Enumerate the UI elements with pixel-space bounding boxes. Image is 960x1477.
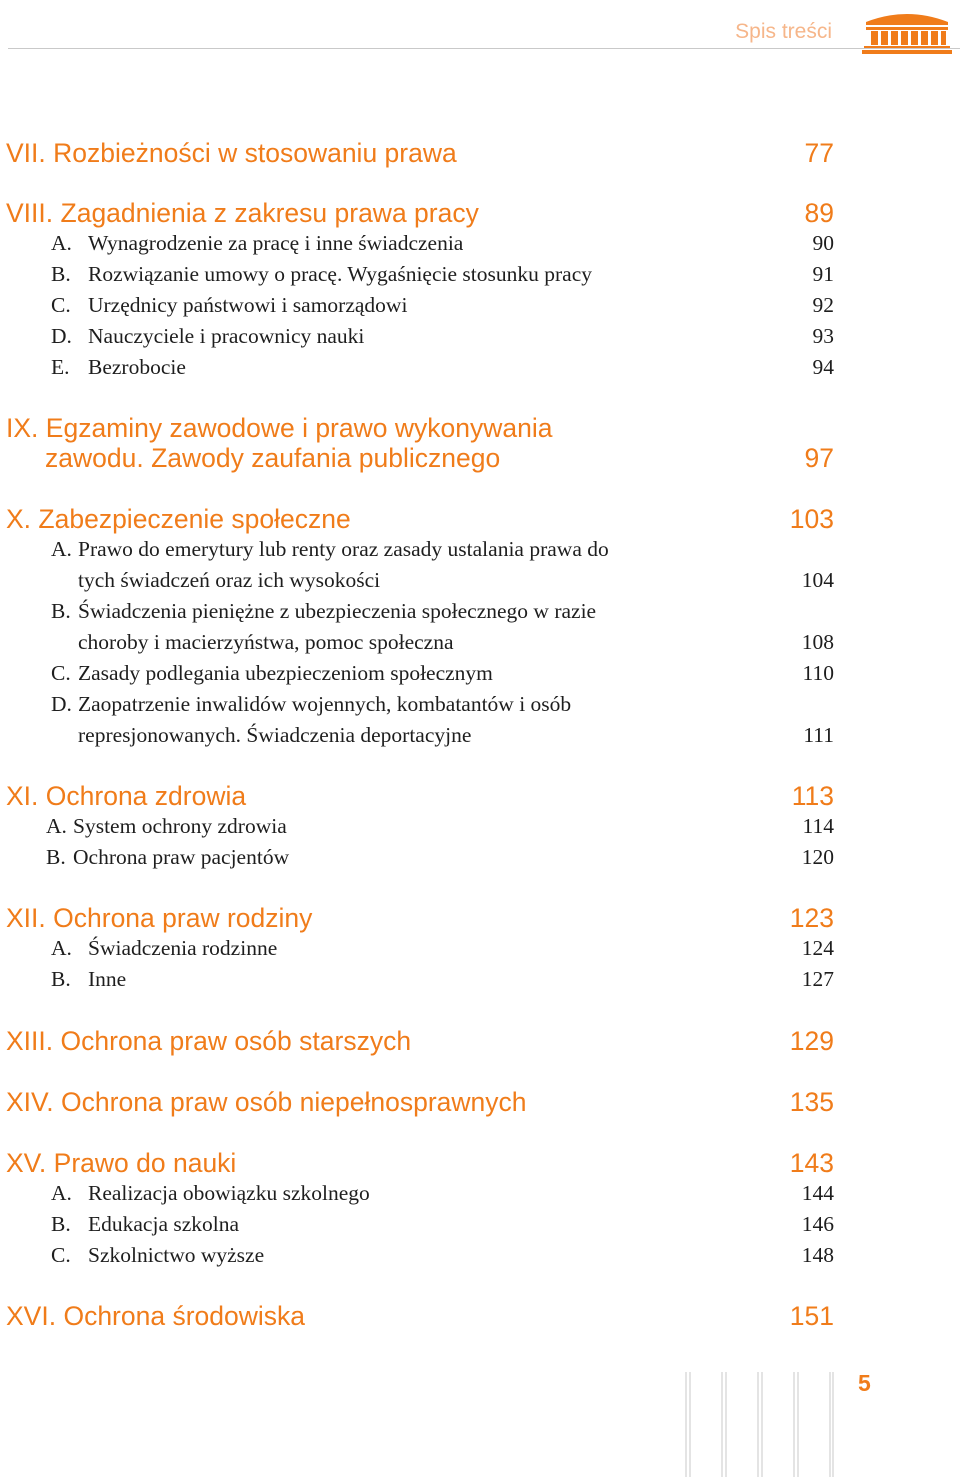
subitem-text: Świadczenia rodzinne	[88, 936, 278, 960]
chapter-title	[6, 1087, 527, 1117]
toc-subitem	[6, 534, 834, 596]
toc-subitem	[6, 933, 834, 964]
subitem-page-number: 90	[812, 231, 834, 255]
chapter-title-text: Ochrona praw osób starszych	[60, 1026, 412, 1056]
toc-subitem	[6, 290, 834, 321]
chapter-title	[6, 504, 351, 534]
subitem-title	[51, 534, 609, 596]
chapter-title-text: Egzaminy zawodowe i prawo wykonywania zawodu. Zawody zaufania publicznego	[45, 413, 553, 473]
chapter-title	[6, 138, 457, 168]
toc-chapter-block	[6, 198, 834, 383]
chapter-title	[6, 1148, 236, 1178]
chapter-page-number: 77	[804, 138, 834, 168]
subitem-letter: B.	[51, 599, 71, 623]
chapter-number: XI.	[6, 781, 39, 811]
subitem-page-number: 110	[802, 661, 834, 685]
subitem-page-number: 124	[801, 936, 834, 960]
chapter-number: IX.	[6, 413, 39, 443]
page-number: 5	[858, 1370, 871, 1396]
chapter-title	[6, 413, 552, 473]
subitem-letter: B.	[51, 262, 71, 286]
chapter-page-number: 103	[789, 504, 834, 534]
chapter-number: X.	[6, 504, 32, 534]
toc-subitem	[6, 259, 834, 290]
subitem-letter: A.	[46, 814, 67, 838]
chapter-number: XIII.	[6, 1026, 54, 1056]
subitem-title	[51, 1178, 370, 1209]
chapter-page-number: 151	[789, 1301, 834, 1331]
subitem-title	[51, 321, 364, 352]
subitem-letter: A.	[51, 936, 72, 960]
chapter-title-text: Zagadnienia z zakresu prawa pracy	[60, 198, 479, 228]
chapter-title-text: Zabezpieczenie społeczne	[38, 504, 351, 534]
chapter-title	[6, 1026, 411, 1056]
subitem-letter: B.	[51, 1212, 71, 1236]
toc-chapter	[6, 781, 834, 811]
subitem-page-number: 144	[801, 1181, 834, 1205]
subitem-page-number: 94	[812, 355, 834, 379]
chapter-number: XII.	[6, 903, 46, 933]
toc-chapter-block	[6, 138, 834, 168]
subitem-title	[51, 689, 571, 751]
toc-subitem	[6, 689, 834, 751]
toc-subitem	[6, 811, 834, 842]
subitem-letter: C.	[51, 661, 71, 685]
chapter-title-text: Ochrona praw osób niepełnosprawnych	[61, 1087, 527, 1117]
chapter-title-text: Ochrona środowiska	[63, 1301, 306, 1331]
decorative-vertical-lines	[684, 1372, 834, 1477]
chapter-page-number: 97	[804, 443, 834, 473]
toc-chapter	[6, 1301, 834, 1331]
subitem-text: System ochrony zdrowia	[73, 814, 287, 838]
subitem-letter: A.	[51, 537, 72, 561]
subitem-letter: B.	[51, 967, 71, 991]
subitem-text: Wynagrodzenie za pracę i inne świadczenia	[88, 231, 464, 255]
toc-chapter-block	[6, 413, 834, 473]
subitem-letter: D.	[51, 692, 72, 716]
toc-chapter-block	[6, 903, 834, 995]
subitem-text: Urzędnicy państwowi i samorządowi	[88, 293, 408, 317]
chapter-title-text: Rozbieżności w stosowaniu prawa	[53, 138, 457, 168]
toc-subitem	[6, 228, 834, 259]
subitem-title	[51, 290, 407, 321]
subitem-title	[51, 352, 186, 383]
subitem-text: Zasady podlegania ubezpieczeniom społecznym	[78, 661, 493, 685]
subitem-text: Prawo do emerytury lub renty oraz zasady ustalania prawa do tych świadczeń oraz ich wysokości	[78, 537, 609, 592]
chapter-number: VII.	[6, 138, 46, 168]
toc-subitem	[6, 596, 834, 658]
subitem-title	[51, 596, 596, 658]
subitem-title	[51, 228, 463, 259]
chapter-page-number: 135	[789, 1087, 834, 1117]
subitem-letter: D.	[51, 324, 72, 348]
subitem-text: Rozwiązanie umowy o pracę. Wygaśnięcie stosunku pracy	[88, 262, 592, 286]
toc-subitem	[6, 352, 834, 383]
toc-chapter-block	[6, 1148, 834, 1271]
subitem-page-number: 127	[801, 967, 834, 991]
subitem-text: Bezrobocie	[88, 355, 186, 379]
toc-chapter	[6, 198, 834, 228]
toc-subitem	[6, 1178, 834, 1209]
toc-subitem	[6, 964, 834, 995]
toc-chapter-block	[6, 781, 834, 873]
toc-chapter	[6, 413, 834, 473]
chapter-title	[6, 198, 479, 228]
toc-subitem	[6, 1240, 834, 1271]
toc-chapter-block	[6, 1301, 834, 1331]
subitem-title	[51, 259, 592, 290]
toc-chapter	[6, 138, 834, 168]
subitem-letter: A.	[51, 231, 72, 255]
chapter-number: XIV.	[6, 1087, 54, 1117]
header-title: Spis treści	[735, 20, 832, 43]
subitem-text: Szkolnictwo wyższe	[88, 1243, 265, 1267]
chapter-title-text: Ochrona praw rodziny	[53, 903, 313, 933]
subitem-page-number: 114	[802, 814, 834, 838]
chapter-page-number: 129	[789, 1026, 834, 1056]
toc-subitem	[6, 842, 834, 873]
subitem-title	[51, 1209, 239, 1240]
subitem-text: Nauczyciele i pracownicy nauki	[88, 324, 365, 348]
subitem-text: Zaopatrzenie inwalidów wojennych, kombatantów i osób represjonowanych. Świadczenia deportacyjne	[78, 692, 572, 747]
toc-chapter	[6, 1026, 834, 1056]
toc-subitem	[6, 321, 834, 352]
subitem-title	[46, 811, 287, 842]
subitem-page-number: 146	[801, 1212, 834, 1236]
chapter-number: XVI.	[6, 1301, 57, 1331]
toc-chapter	[6, 903, 834, 933]
header-divider	[8, 48, 960, 49]
chapter-page-number: 123	[789, 903, 834, 933]
subitem-page-number: 111	[803, 723, 834, 747]
subitem-text: Ochrona praw pacjentów	[73, 845, 290, 869]
subitem-page-number: 104	[801, 568, 834, 592]
toc-chapter-block	[6, 1026, 834, 1056]
subitem-page-number: 91	[812, 262, 834, 286]
subitem-text: Inne	[88, 967, 127, 991]
toc-subitem	[6, 1209, 834, 1240]
toc-chapter	[6, 504, 834, 534]
subitem-letter: C.	[51, 293, 71, 317]
subitem-title	[51, 964, 126, 995]
chapter-title	[6, 1301, 305, 1331]
subitem-letter: E.	[51, 355, 70, 379]
subitem-title	[46, 842, 289, 873]
chapter-title	[6, 781, 246, 811]
toc-chapter	[6, 1148, 834, 1178]
subitem-letter: C.	[51, 1243, 71, 1267]
toc-chapter	[6, 1087, 834, 1117]
subitem-text: Świadczenia pieniężne z ubezpieczenia społecznego w razie choroby i macierzyństwa, pomoc społeczna	[78, 599, 597, 654]
subitem-title	[51, 933, 277, 964]
chapter-number: XV.	[6, 1148, 47, 1178]
chapter-title	[6, 903, 312, 933]
subitem-page-number: 120	[801, 845, 834, 869]
subitem-letter: B.	[46, 845, 66, 869]
toc-chapter-block	[6, 504, 834, 751]
subitem-title	[51, 658, 493, 689]
chapter-page-number: 113	[791, 781, 834, 811]
subitem-text: Realizacja obowiązku szkolnego	[88, 1181, 370, 1205]
subitem-page-number: 92	[812, 293, 834, 317]
subitem-page-number: 108	[801, 630, 834, 654]
chapter-title-text: Ochrona zdrowia	[45, 781, 247, 811]
chapter-title-text: Prawo do nauki	[53, 1148, 237, 1178]
chapter-number: VIII.	[6, 198, 54, 228]
subitem-page-number: 148	[801, 1243, 834, 1267]
chapter-page-number: 143	[789, 1148, 834, 1178]
toc-subitem	[6, 658, 834, 689]
table-of-contents	[6, 138, 834, 1331]
subitem-text: Edukacja szkolna	[88, 1212, 240, 1236]
subitem-letter: A.	[51, 1181, 72, 1205]
subitem-page-number: 93	[812, 324, 834, 348]
chapter-page-number: 89	[804, 198, 834, 228]
subitem-title	[51, 1240, 264, 1271]
toc-chapter-block	[6, 1087, 834, 1117]
